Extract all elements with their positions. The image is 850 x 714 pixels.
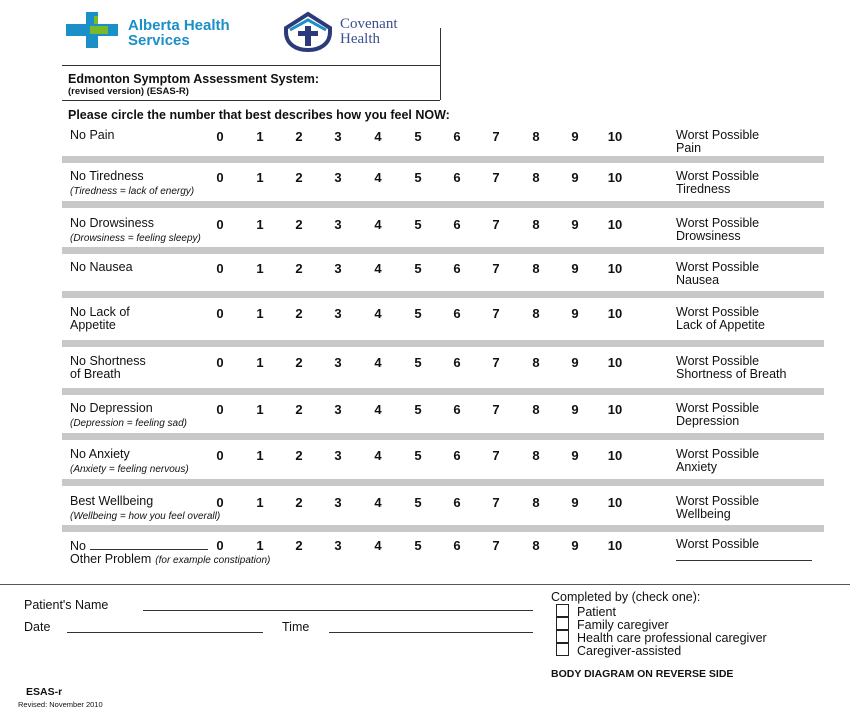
row-separator: [62, 291, 824, 298]
rating-option-5[interactable]: 5: [414, 217, 422, 232]
rating-option-3[interactable]: 3: [334, 495, 342, 510]
symptom-high-label: [676, 170, 759, 196]
rating-option-7[interactable]: 7: [492, 170, 500, 185]
symptom-definition: (Tiredness = lack of energy): [70, 186, 195, 197]
symptom-low-label: [70, 402, 187, 430]
rating-option-3[interactable]: 3: [334, 355, 342, 370]
low-label-line1: No Drowsiness: [70, 216, 155, 230]
rating-option-9[interactable]: 9: [571, 261, 579, 276]
symptom-high-label: [676, 261, 759, 287]
time-label: Time: [282, 620, 310, 634]
rating-option-6[interactable]: 6: [453, 129, 461, 144]
symptom-high-label: [676, 402, 759, 428]
form-code: ESAS-r: [26, 686, 63, 698]
row-separator: [62, 156, 824, 163]
symptom-definition: (Anxiety = feeling nervous): [70, 464, 189, 475]
patient-name-field[interactable]: [143, 610, 533, 611]
row-separator: [62, 525, 824, 532]
high-label-line1: Worst Possible: [676, 260, 760, 274]
option-label: Health care professional caregiver: [577, 631, 767, 645]
rating-option-9[interactable]: 9: [571, 217, 579, 232]
rating-option-9[interactable]: 9: [571, 170, 579, 185]
rating-option-2[interactable]: 2: [295, 495, 303, 510]
other-no-text: No: [70, 539, 86, 553]
rating-option-5[interactable]: 5: [414, 170, 422, 185]
symptom-low-label: [70, 217, 201, 245]
row-separator: [62, 247, 824, 254]
rating-option-10[interactable]: 10: [607, 170, 623, 185]
row-separator: [62, 479, 824, 486]
symptom-low-label: [70, 495, 220, 523]
ahs-logo-icon: [66, 12, 122, 48]
symptom-low-label: [70, 448, 189, 476]
rating-option-8[interactable]: 8: [532, 261, 540, 276]
option-label: Family caregiver: [577, 618, 669, 632]
rating-option-5[interactable]: 5: [414, 261, 422, 276]
rating-option-4[interactable]: 4: [374, 306, 382, 321]
rating-option-3[interactable]: 3: [334, 261, 342, 276]
high-label-line1: Worst Possible: [676, 305, 760, 319]
rating-option-0[interactable]: 0: [216, 306, 224, 321]
rating-option-0[interactable]: 0: [216, 402, 224, 417]
rating-option-6[interactable]: 6: [453, 306, 461, 321]
low-label-line1: No Lack of: [70, 305, 130, 319]
row-separator: [62, 340, 824, 347]
rating-option-0[interactable]: 0: [216, 448, 224, 463]
symptom-high-label: [676, 495, 759, 521]
rating-option-9[interactable]: 9: [571, 538, 579, 553]
other-high-label: Worst Possible: [676, 537, 760, 551]
rating-option-2[interactable]: 2: [295, 170, 303, 185]
low-label-line1: No Tiredness: [70, 169, 144, 183]
rating-option-9[interactable]: 9: [571, 355, 579, 370]
symptom-high-label: [676, 355, 786, 381]
date-field[interactable]: [67, 632, 263, 633]
rating-option-5[interactable]: 5: [414, 306, 422, 321]
high-label-line2: Tiredness: [676, 182, 731, 196]
rating-option-7[interactable]: 7: [492, 448, 500, 463]
rating-option-5[interactable]: 5: [414, 402, 422, 417]
rating-option-4[interactable]: 4: [374, 448, 382, 463]
low-label-line1: No Shortness: [70, 354, 146, 368]
completed-by-label: Completed by (check one):: [551, 590, 701, 604]
date-label: Date: [24, 620, 51, 634]
reverse-side-note: BODY DIAGRAM ON REVERSE SIDE: [551, 668, 734, 680]
rating-option-4[interactable]: 4: [374, 129, 382, 144]
covenant-logo-text: [340, 17, 398, 47]
rating-option-3[interactable]: 3: [334, 402, 342, 417]
rating-option-10[interactable]: 10: [607, 306, 623, 321]
header-divider-top: [62, 65, 440, 66]
high-label-line2: Depression: [676, 414, 740, 428]
rating-option-0[interactable]: 0: [216, 495, 224, 510]
rating-option-3[interactable]: 3: [334, 538, 342, 553]
patient-name-label: Patient's Name: [24, 598, 109, 612]
symptom-high-label: [676, 217, 759, 243]
rating-option-7[interactable]: 7: [492, 538, 500, 553]
other-low-label-line1: [70, 538, 270, 553]
symptom-low-label: [70, 129, 114, 142]
rating-option-8[interactable]: 8: [532, 306, 540, 321]
row-separator: [62, 388, 824, 395]
option-family-caregiver[interactable]: [556, 617, 767, 630]
high-label-line1: Worst Possible: [676, 169, 760, 183]
rating-option-0[interactable]: 0: [216, 217, 224, 232]
low-label-line1: No Anxiety: [70, 447, 130, 461]
other-low-label-line2: [70, 553, 270, 567]
high-label-line2: Lack of Appetite: [676, 318, 765, 332]
instruction-text: Please circle the number that best describes how you feel NOW:: [68, 108, 450, 122]
symptom-high-label: [676, 448, 759, 474]
rating-option-6[interactable]: 6: [453, 261, 461, 276]
rating-option-2[interactable]: 2: [295, 217, 303, 232]
rating-option-7[interactable]: 7: [492, 217, 500, 232]
rating-option-2[interactable]: 2: [295, 538, 303, 553]
covenant-line2: Health: [340, 31, 380, 47]
rating-option-1[interactable]: 1: [256, 495, 264, 510]
rating-option-9[interactable]: 9: [571, 495, 579, 510]
rating-option-1[interactable]: 1: [256, 538, 264, 553]
symptom-definition: (Drowsiness = feeling sleepy): [70, 233, 201, 244]
header-divider-bottom: [62, 100, 440, 101]
rating-option-4[interactable]: 4: [374, 217, 382, 232]
ahs-line2: Services: [128, 32, 190, 49]
ahs-line1: Alberta Health: [128, 17, 230, 34]
rating-option-9[interactable]: 9: [571, 402, 579, 417]
rating-option-7[interactable]: 7: [492, 355, 500, 370]
rating-option-2[interactable]: 2: [295, 129, 303, 144]
rating-option-3[interactable]: 3: [334, 306, 342, 321]
option-health-care-professional[interactable]: [556, 630, 767, 643]
covenant-line1: Covenant: [340, 16, 398, 32]
rating-option-4[interactable]: 4: [374, 355, 382, 370]
rating-option-6[interactable]: 6: [453, 448, 461, 463]
rating-option-4[interactable]: 4: [374, 402, 382, 417]
rating-option-3[interactable]: 3: [334, 170, 342, 185]
row-separator: [62, 201, 824, 208]
option-label: Patient: [577, 605, 616, 619]
high-label-line1: Worst Possible: [676, 128, 760, 142]
rating-option-0[interactable]: 0: [216, 538, 224, 553]
checkbox[interactable]: [556, 617, 569, 630]
checkbox[interactable]: [556, 643, 569, 656]
high-label-line1: Worst Possible: [676, 401, 760, 415]
rating-option-1[interactable]: 1: [256, 306, 264, 321]
other-problem-blank-field[interactable]: [90, 538, 208, 550]
rating-option-7[interactable]: 7: [492, 495, 500, 510]
rating-option-0[interactable]: 0: [216, 129, 224, 144]
symptom-low-label: [70, 261, 133, 274]
rating-option-3[interactable]: 3: [334, 217, 342, 232]
symptom-low-label: [70, 538, 270, 567]
high-label-line2: Shortness of Breath: [676, 367, 787, 381]
rating-option-4[interactable]: 4: [374, 170, 382, 185]
option-patient[interactable]: [556, 604, 767, 617]
rating-option-6[interactable]: 6: [453, 217, 461, 232]
rating-option-5[interactable]: 5: [414, 448, 422, 463]
symptom-low-label: [70, 306, 130, 332]
rating-option-10[interactable]: 10: [607, 448, 623, 463]
rating-option-9[interactable]: 9: [571, 306, 579, 321]
rating-option-8[interactable]: 8: [532, 448, 540, 463]
rating-option-6[interactable]: 6: [453, 355, 461, 370]
symptom-high-label: [676, 306, 765, 332]
other-problem-example: (for example constipation): [155, 555, 271, 566]
high-label-line1: Worst Possible: [676, 494, 760, 508]
symptom-definition: (Depression = feeling sad): [70, 418, 188, 429]
rating-option-3[interactable]: 3: [334, 129, 342, 144]
rating-option-9[interactable]: 9: [571, 129, 579, 144]
rating-option-1[interactable]: 1: [256, 355, 264, 370]
rating-option-4[interactable]: 4: [374, 538, 382, 553]
option-label: Caregiver-assisted: [577, 644, 682, 658]
rating-option-8[interactable]: 8: [532, 402, 540, 417]
other-problem-text: Other Problem: [70, 552, 152, 566]
checkbox[interactable]: [556, 604, 569, 617]
rating-option-4[interactable]: 4: [374, 261, 382, 276]
rating-option-10[interactable]: 10: [607, 261, 623, 276]
rating-option-8[interactable]: 8: [532, 217, 540, 232]
form-subtitle: (revised version) (ESAS-R): [68, 86, 189, 97]
high-label-line2: Anxiety: [676, 460, 717, 474]
low-label-line2: Appetite: [70, 318, 116, 332]
checkbox[interactable]: [556, 630, 569, 643]
rating-option-10[interactable]: 10: [607, 538, 623, 553]
rating-option-7[interactable]: 7: [492, 402, 500, 417]
rating-option-10[interactable]: 10: [607, 129, 623, 144]
rating-option-10[interactable]: 10: [607, 355, 623, 370]
rating-option-6[interactable]: 6: [453, 402, 461, 417]
high-label-line2: Nausea: [676, 273, 720, 287]
rating-option-8[interactable]: 8: [532, 355, 540, 370]
rating-option-1[interactable]: 1: [256, 129, 264, 144]
symptom-high-label: [676, 129, 759, 155]
rating-option-7[interactable]: 7: [492, 129, 500, 144]
rating-option-1[interactable]: 1: [256, 261, 264, 276]
high-label-line2: Drowsiness: [676, 229, 741, 243]
rating-option-0[interactable]: 0: [216, 261, 224, 276]
low-label-line1: No Depression: [70, 401, 153, 415]
rating-option-8[interactable]: 8: [532, 129, 540, 144]
rating-option-1[interactable]: 1: [256, 170, 264, 185]
rating-option-1[interactable]: 1: [256, 217, 264, 232]
footer-divider: [0, 584, 850, 585]
time-field[interactable]: [329, 632, 533, 633]
ahs-logo-text: [128, 18, 230, 48]
rating-option-1[interactable]: 1: [256, 402, 264, 417]
high-label-line1: Worst Possible: [676, 447, 760, 461]
rating-option-2[interactable]: 2: [295, 261, 303, 276]
rating-option-5[interactable]: 5: [414, 495, 422, 510]
rating-option-10[interactable]: 10: [607, 217, 623, 232]
rating-option-2[interactable]: 2: [295, 355, 303, 370]
completed-by-options: [556, 604, 767, 656]
rating-option-6[interactable]: 6: [453, 170, 461, 185]
rating-option-3[interactable]: 3: [334, 448, 342, 463]
low-label-line1: No Nausea: [70, 260, 133, 274]
rating-option-8[interactable]: 8: [532, 170, 540, 185]
rating-option-8[interactable]: 8: [532, 495, 540, 510]
rating-option-7[interactable]: 7: [492, 306, 500, 321]
high-label-line2: Pain: [676, 141, 702, 155]
rating-option-7[interactable]: 7: [492, 261, 500, 276]
symptom-low-label: [70, 355, 146, 381]
rating-option-10[interactable]: 10: [607, 495, 623, 510]
header-divider-vertical: [440, 28, 441, 100]
high-label-line1: Worst Possible: [676, 216, 760, 230]
rating-option-5[interactable]: 5: [414, 355, 422, 370]
low-label-line2: of Breath: [70, 367, 121, 381]
rating-option-1[interactable]: 1: [256, 448, 264, 463]
rating-option-2[interactable]: 2: [295, 448, 303, 463]
rating-option-2[interactable]: 2: [295, 402, 303, 417]
row-separator: [62, 433, 824, 440]
rating-option-2[interactable]: 2: [295, 306, 303, 321]
high-label-line2: Wellbeing: [676, 507, 731, 521]
form-title: Edmonton Symptom Assessment System:: [68, 72, 319, 86]
high-label-line1: Worst Possible: [676, 354, 760, 368]
symptom-definition: (Wellbeing = how you feel overall): [70, 511, 221, 522]
rating-option-0[interactable]: 0: [216, 170, 224, 185]
rating-option-0[interactable]: 0: [216, 355, 224, 370]
rating-option-5[interactable]: 5: [414, 538, 422, 553]
rating-option-6[interactable]: 6: [453, 495, 461, 510]
covenant-logo-icon: [282, 10, 334, 52]
low-label-line1: No Pain: [70, 128, 115, 142]
symptom-high-label: [676, 538, 759, 551]
revised-date: Revised: November 2010: [18, 700, 103, 709]
rating-option-5[interactable]: 5: [414, 129, 422, 144]
rating-option-6[interactable]: 6: [453, 538, 461, 553]
rating-option-9[interactable]: 9: [571, 448, 579, 463]
rating-option-8[interactable]: 8: [532, 538, 540, 553]
symptom-low-label: [70, 170, 194, 198]
rating-option-4[interactable]: 4: [374, 495, 382, 510]
low-label-line1: Best Wellbeing: [70, 494, 154, 508]
rating-option-10[interactable]: 10: [607, 402, 623, 417]
other-worst-blank-field[interactable]: [676, 560, 812, 561]
